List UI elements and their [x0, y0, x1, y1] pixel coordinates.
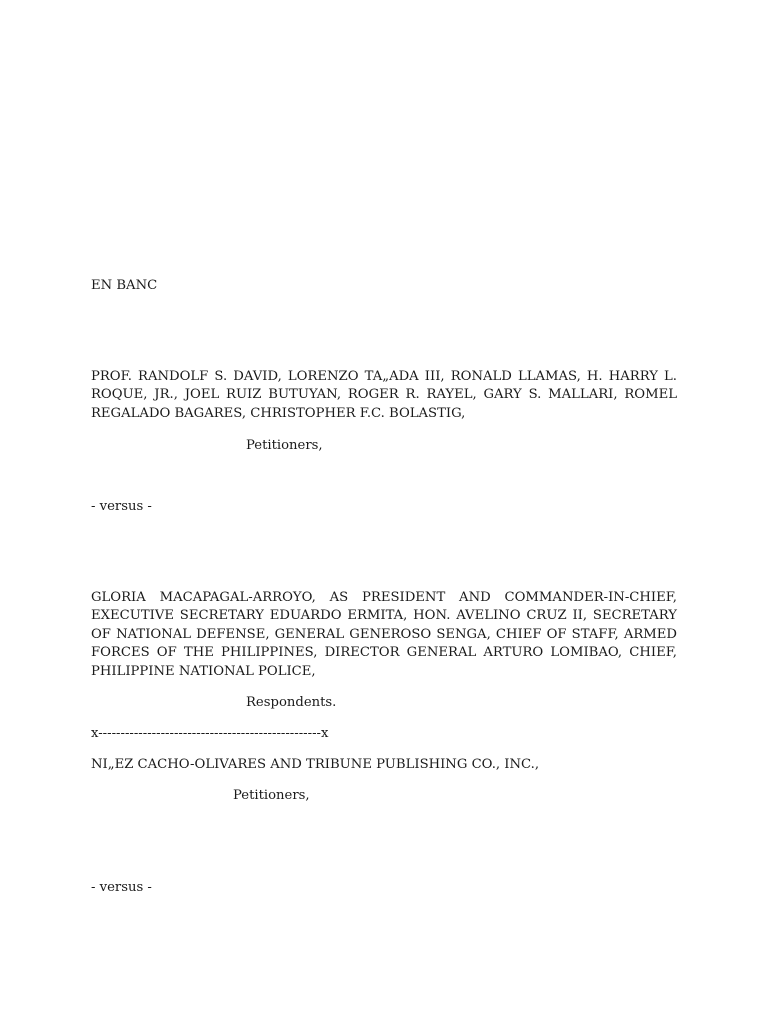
court-division-heading: EN BANC [91, 278, 158, 293]
case1-petitioners-label: Petitioners, [246, 438, 323, 453]
case1-petitioners-names: PROF. RANDOLF S. DAVID, LORENZO TA„ADA III, RONALD LLAMAS, H. HARRY L. ROQUE, JR., JOEL RUIZ BUTUYAN, ROGER R. RAYEL, GARY S. MALLARI, ROMEL REGALADO BAGARES, CHRISTOPHER F.C. BOLASTIG, [91, 369, 677, 421]
case2-petitioners-label: Petitioners, [233, 788, 310, 803]
case1-respondents-names: GLORIA MACAPAGAL-ARROYO, AS PRESIDENT AND COMMANDER-IN-CHIEF, EXECUTIVE SECRETARY EDUARDO ERMITA, HON. AVELINO CRUZ II, SECRETARY OF NATIONAL DEFENSE, GENERAL GENEROSO SENGA, CHIEF OF STAFF, ARMED FORCES OF THE PHILIPPINES, DIRECTOR GENERAL ARTURO LOMIBAO, CHIEF, PHILIPPINE NATIONAL POLICE, [91, 590, 677, 679]
case1-respondents-label: Respondents. [246, 695, 337, 710]
case-separator: x--------------------------------------------------x [91, 726, 329, 741]
case1-versus: - versus - [91, 499, 152, 514]
case2-versus: - versus - [91, 880, 152, 895]
case2-petitioners-names: NI„EZ CACHO-OLIVARES AND TRIBUNE PUBLISHING CO., INC., [91, 757, 540, 772]
